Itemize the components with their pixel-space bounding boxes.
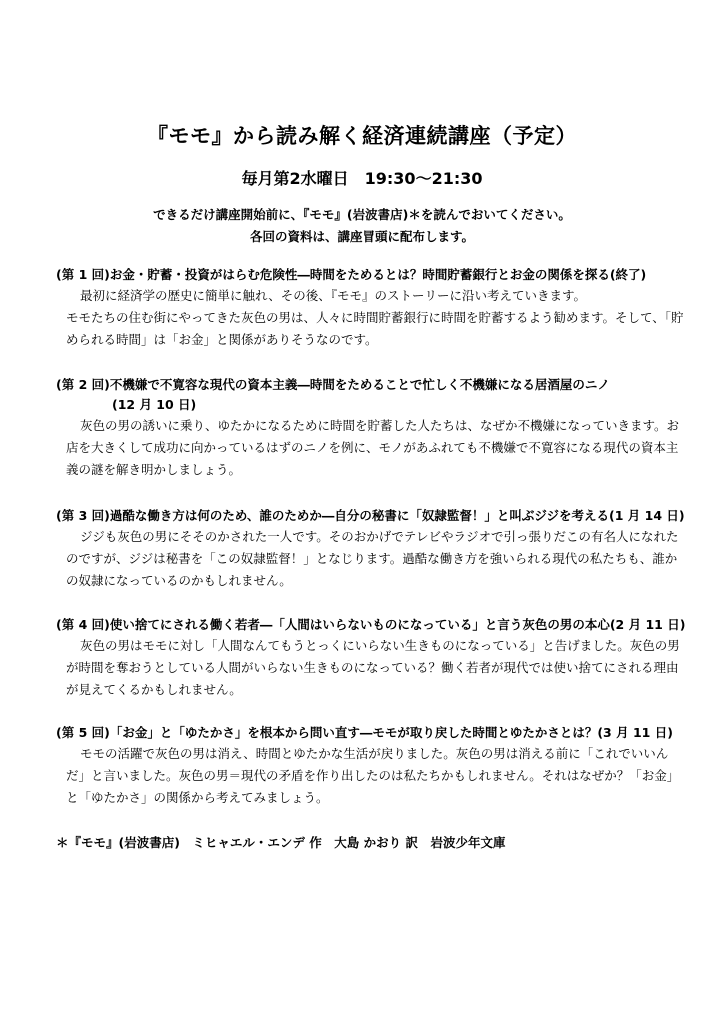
session-1 [56,265,686,351]
schedule-line: 毎月第2水曜日 19:30～21:30 [241,169,483,188]
session-paragraph: ジジも灰色の男にそそのかされた一人です。そのおかげでテレビやラジオで引っ張りだこの有名人になれたのですが、ジジは秘書を「この奴隷監督！」となじります。過酷な働き方を強いられる現代の私たちも、誰かの奴隷になっているのかもしれません。 [66,529,679,588]
session-paragraph: 灰色の男の誘いに乗り、ゆたかになるために時間を貯蓄した人たちは、なぜか不機嫌になっていきます。お店を大きくして成功に向かっているはずのニノを例に、モノがあふれても不機嫌で不寛容になる現代の資本主義の謎を解き明かしましょう。 [66,418,680,477]
session-heading: (第 3 回)過酷な働き方は何のため、誰のためか―自分の秘書に「奴隷監督！」と叫ぶジジを考える(1 月 14 日) [56,508,685,523]
session-heading: (第 4 回)使い捨てにされる働く若者―「人間はいらないものになっている」と言う灰色の男の本心(2 月 11 日) [56,617,686,632]
session-description [56,635,686,701]
book-footnote: ＊『モモ』(岩波書店) ミヒャエル・エンデ 作 大島 かおり 訳 岩波少年文庫 [56,835,506,850]
session-paragraph: モモの活躍で灰色の男は消え、時間とゆたかな生活が戻りました。灰色の男は消える前に「これでいいんだ」と言いました。灰色の男＝現代の矛盾を作り出したのは私たちかもしれません。それはなぜか？「お金」と「ゆたかさ」の関係から考えてみましょう。 [66,746,680,805]
session-paragraph: 灰色の男はモモに対し「人間なんてもうとっくにいらない生きものになっている」と告げました。灰色の男が時間を奪おうとしている人間がいらない生きものになっている？働く若者が現代では使い捨てにされる理由が見えてくるかもしれません。 [66,638,680,697]
session-4 [56,615,686,701]
notice-read-book: できるだけ講座開始前に、『モモ』(岩波書店)＊を読んでおいてください。 [153,207,571,222]
session-description [56,743,686,809]
session-5 [56,723,686,809]
session-description [56,526,686,592]
session-date: (12 月 10 日) [112,397,197,412]
notice-handouts: 各回の資料は、講座冒頭に配布します。 [249,229,474,244]
session-description [56,285,686,351]
session-paragraph: モモたちの住む街にやってきた灰色の男は、人々に時間貯蓄銀行に時間を貯蓄するよう勧めます。そして、「貯められる時間」は「お金」と関係がありそうなのです。 [66,310,684,347]
session-heading: (第 1 回)お金・貯蓄・投資がはらむ危険性―時間をためるとは？時間貯蓄銀行とお金の関係を探る(終了) [56,267,647,282]
session-heading: (第 5 回)「お金」と「ゆたかさ」を根本から問い直す―モモが取り戻した時間とゆたかさとは？(3 月 11 日) [56,725,673,740]
session-3 [56,506,686,592]
session-2 [56,375,686,481]
session-paragraph: 最初に経済学の歴史に簡単に触れ、その後、『モモ』のストーリーに沿い考えていきます。 [80,288,587,303]
session-heading: (第 2 回)不機嫌で不寛容な現代の資本主義―時間をためることで忙しく不機嫌になる居酒屋のニノ [56,377,610,392]
session-description [56,415,686,481]
page-title: 『モモ』から読み解く経済連続講座（予定） [147,124,577,148]
